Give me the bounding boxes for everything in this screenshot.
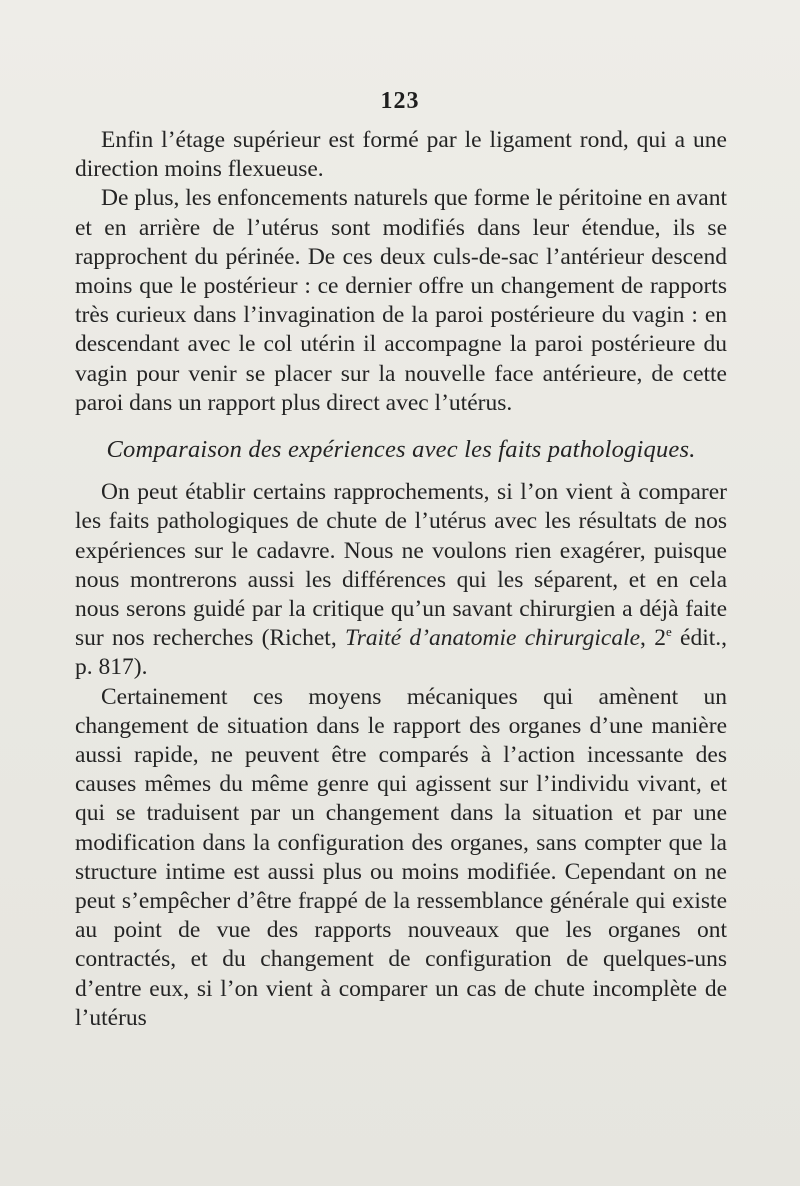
paragraph-ligament: Enfin l’étage supérieur est formé par le ligament rond, qui a une direction moins flexueuse. xyxy=(75,127,727,183)
section-heading: Comparaison des expériences avec les faits pathologiques. xyxy=(106,436,696,464)
page-number: 123 xyxy=(380,88,420,114)
edition-superscript: e xyxy=(665,624,672,640)
paragraph-comparaison-text: On peut établir certains rapprochements, si l’on vient à comparer les faits pathologiques de chute de l’utérus avec les résultats de nos expériences sur le cadavre. Nous ne voulons rien exagérer, puisque nous montrerons aussi les différences qui les séparent, et en cela nous serons guidé par la critique qu’un savant chirurgien a déjà faite sur nos recherches (Richet, xyxy=(75,479,727,652)
book-title-citation: Traité d’anatomie chirurgicale xyxy=(344,625,641,652)
edition-text: , 2 xyxy=(640,625,666,652)
paragraph-moyens-mecaniques: Certainement ces moyens mécaniques qui amènent un changement de situation dans le rapport des organes d’une manière aussi rapide, ne peuvent être comparés à l’action incessante des causes mêmes du même genre qui agissent sur l’individu vivant, et qui se traduisent par un changement dans la situation et par une modification dans la configuration des organes, sans compter que la structure intime est aussi plus ou moins modifiée. Cependant on ne peut s’empêcher d’être frappé de la ressemblance générale qui existe au point de vue des rapports nouveaux que les organes ont contractés, et du changement de configuration de quelques-uns d’entre eux, si l’on vient à comparer un cas de chute incomplète de l’utérus xyxy=(75,683,727,1031)
body-text xyxy=(75,126,727,1033)
paragraph-comparaison xyxy=(75,478,727,682)
paragraph-peritoine: De plus, les enfoncements naturels que forme le péritoine en avant et en arrière de l’utérus sont modifiés dans leur étendue, ils se rapprochent du périnée. De ces deux culs-de-sac l’antérieur descend moins que le postérieur : ce dernier offre un changement de rapports très curieux dans l’invagination de la paroi postérieure du vagin : en descendant avec le col utérin il accompagne la paroi postérieure du vagin pour venir se placer sur la nouvelle face antérieure, de cette paroi dans un rapport plus direct avec l’utérus. xyxy=(75,185,727,416)
citation-end: édit., p. 817). xyxy=(75,625,728,681)
